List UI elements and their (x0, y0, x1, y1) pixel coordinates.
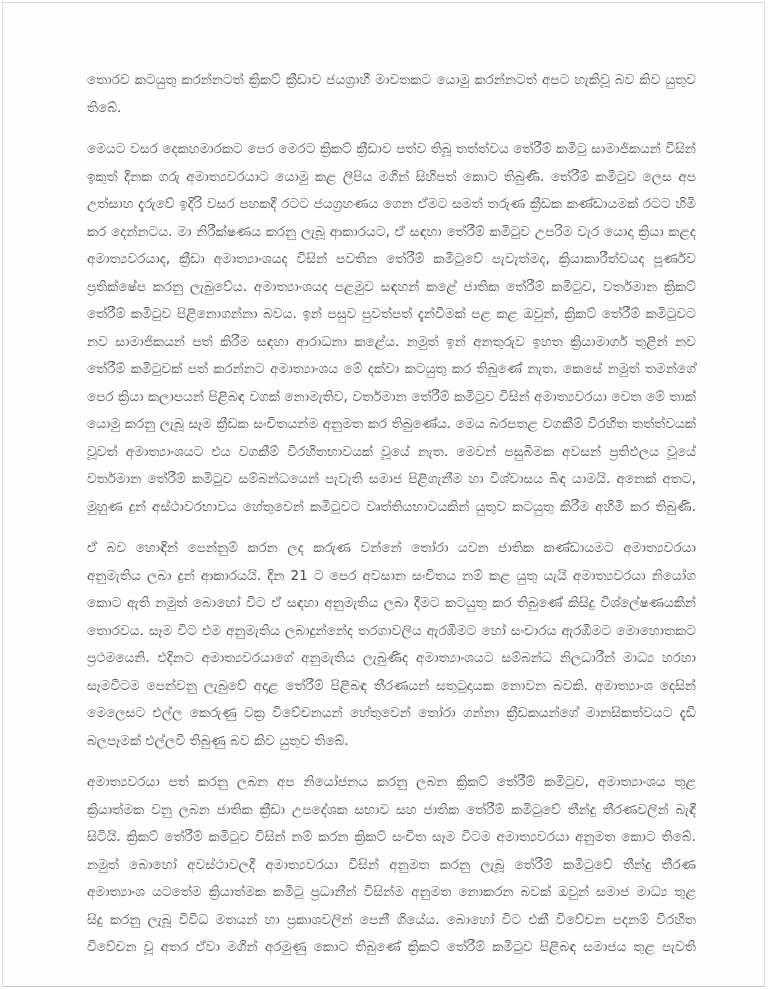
text-line: බලපෑමක් එල්ලවී තිබුණු බව කිව යුතුව තිබේ. (87, 732, 349, 749)
text-line: සිටියි. ක්‍රිකට් තේරීම් කමිටුව විසින් නම් කරන ක්‍රිකට් සංචිත සෑම විටම අමාත්‍යවරයා අනුමත කොට තිබේ. (87, 829, 696, 845)
text-line: විවේචන වූ අතර ඒවා මගින් අරමුණු කොට තිබුණේ ක්‍රිකට් තේරීම් කමිටුව පිළිබඳ සමාජය තුළ පැවති (87, 939, 696, 955)
text-line: සිදු කරනු ලැබූ විවිධ මතයන් හා ප්‍රකාශවලින් පෙනී ගියේය. බොහෝ විට එකී විවේචන පදනම් විරහිත (87, 911, 696, 928)
text-line: යොමු කරනු ලැබූ සෑම ක්‍රීඩක සංචිතයන්ම අනුමත කර තිබුණේය. මෙය බරපතළ වගකීම් විරහිත තත්ත්වයක් (87, 416, 696, 432)
text-line: අමාත්‍යවරයාද, ක්‍රීඩා අමාත්‍යාංශයද විසින් පවතින තේරීම් කමිටුවේ පැවැත්මද, ක්‍රියාකාරීත්වයද පූර්ණව (87, 251, 696, 267)
paragraph-2 (87, 136, 696, 521)
text-line: පෙර ක්‍රියා කලාපයන් පිළිබඳ වගක් නොමැතිව, වර්තමාන තේරීම් කමිටුව විසින් අමාත්‍යවරයා වෙත මේ තාක් (87, 388, 696, 405)
document-page (2, 2, 765, 987)
text-line: මෙයට වසර දෙකහමාරකට පෙර මෙරට ක්‍රිකට් ක්‍රීඩාව පත්ව තිබූ තත්ත්වය තේරීම් කමිටු සාමාජිකයන් විසින් (87, 141, 696, 157)
text-line: තොරවය. සෑම විට එම අනුමැතිය ලබාදුන්නේද තරගාවලිය ඇරඹීමට හෝ සංචාරය ඇරඹීමට මොහොතකට (87, 622, 696, 639)
document-text-block (3, 3, 764, 986)
text-line: තොරව කටයුතු කරන්නටත් ක්‍රිකට් ක්‍රීඩාව ජයග්‍රාහී මාවතකට යොමු කරන්නටත් අපට හැකිවූ බව කිව යුතුව (87, 72, 696, 88)
text-line: සෑමවිටම පෙන්වනු ලැබුවේ අදාළ තේරීම් පිළිබඳ තීරණයන් සතුටුදායක නොවන බවකි. අමාත්‍යාංශ දෙසින් (87, 677, 696, 694)
text-line: නව සාමාජිකයන් පත් කිරීම සඳහා ආරාධනා කළේය. නමුත් ඉන් අනතුරුව ඉහත ක්‍රියාමාර්ග තුළින් නව (87, 333, 696, 350)
text-line: ප්‍රතික්ෂේප කරනු ලැබුවේය. අමාත්‍යාංශයද පළමුව සඳහන් කළේ ජාතික තේරීම් කමිටුව, වර්තමාන ක්‍රිකට් (87, 278, 696, 295)
paragraph-4 (87, 769, 696, 962)
text-line: අමාත්‍යාංශ යටතේම ක්‍රියාත්මක කමිටු ප්‍රධානීන් විසින්ම අනුමත නොකරන බවක් ඔවුන් සමාජ මාධ්‍ය තුළ (87, 884, 696, 900)
text-line: කර දෙන්නටය. මා නිරීක්ෂණය කරනු ලැබූ ආකාරයට, ඒ සඳහා තේරීම් කමිටුව උපරිම වැර යොදා ක්‍රියා කළද (87, 223, 696, 240)
paragraph-3 (87, 535, 696, 755)
text-line: වූවත් අමාත්‍යාංශයට එය වගකීම් විරහිතභාවයක් වූයේ නැත. මෙවන් පසුබිමක අවසන් ප්‍රතිඵලය වූයේ (87, 443, 696, 460)
text-line: වර්තමාන තේරීම් කමිටුව සම්බන්ධයෙන් පැවැති සමාජ පිළිගැනීම හා විශ්වාසය බිඳ යාමයි. අනෙක් අතට, (87, 471, 696, 487)
text-line: ඉකුත් දිනක ගරු අමාත්‍යවරයාට යොමු කළ ලිපිය මගින් සිහිපත් කොට තිබුණි. තේරීම් කමිටුව ලෙස අප (87, 168, 696, 185)
text-line: මෙලෙසට එල්ල කෙරුණු වක්‍ර විවේචනයන් හේතුවෙන් තෝරා ගන්නා ක්‍රීඩකයන්ගේ මානසිකත්වයට දැඩි (87, 705, 696, 721)
text-line: ක්‍රියාත්මක වනු ලබන ජාතික ක්‍රීඩා උපදේශක සභාව සහ ජාතික තේරීම් කමිටුවේ තීන්දු තීරණවලින් බැඳී (87, 801, 696, 818)
text-line: කොට ඇති නමුත් බොහෝ විට ඒ සඳහා අනුමැතිය ලබා දීමට කටයුතු කර තිබුණේ කිසිදු විශ්ලේෂණයකින් (87, 595, 696, 611)
text-line: මුහුණ දුන් අස්ථාවරභාවය හේතුවෙන් කමිටුවට වෘත්තියභාවයකින් යුතුව කටයුතු කිරීම අහිමි කර තිබුණි. (87, 498, 696, 515)
text-line: ප්‍රථමයෙනි. එදිනට අමාත්‍යවරයාගේ අනුමැතිය ලැබුණිද අමාත්‍යාංශයට සම්බන්ධ නිලධාරීන් මාධ්‍ය හරහා (87, 650, 696, 666)
text-line: නමුත් බොහෝ අවස්ථාවලදී අමාත්‍යවරයා විසින් අනුමත කරනු ලැබූ තේරීම් කමිටුවේ තීන්දු තීරණ (87, 856, 696, 873)
paragraph-1 (87, 67, 696, 122)
text-line: උත්සාහ දැරුවේ ඉදිරි වසර පහකදී රටට ජයග්‍රහණය ගෙන ඒමට සමත් තරුණ ක්‍රීඩක කණ්ඩායමක් රටට හිමි (87, 196, 696, 212)
text-line: අනුමැතිය ලබා දුන් ආකාරයයි. දින 21 ට පෙර අවසාන සංචිතය නම් කළ යුතු යැයි අමාත්‍යවරයා නියෝග (87, 567, 696, 584)
text-line: තේරීම් කමිටුව පිළිනොගන්නා බවය. ඉන් පසුව පුවත්පත් දැන්වීමක් පළ කළ ඔවුන්, ක්‍රිකට් තේරීම් කමිටුවට (87, 306, 696, 322)
text-line: ඒ බව හොඳින් පෙන්නුම් කරන ලද කරුණ වන්නේ තෝරා යවන ජාතික කණ්ඩායමට අමාත්‍යවරයා (87, 540, 696, 556)
text-line: තිබේ. (87, 99, 122, 116)
text-line: තේරීම් කමිටුවක් පත් කරන්නට අමාත්‍යාංශය මේ දක්වා කටයුතු කර තිබුණේ නැත. කෙසේ නමුත් තමන්ගේ (87, 361, 696, 377)
text-line: අමාත්‍යවරයා පත් කරනු ලබන අප නියෝජනය කරනු ලබන ක්‍රිකට් තේරීම් කමිටුව, අමාත්‍යාංශය තුළ (87, 774, 696, 790)
